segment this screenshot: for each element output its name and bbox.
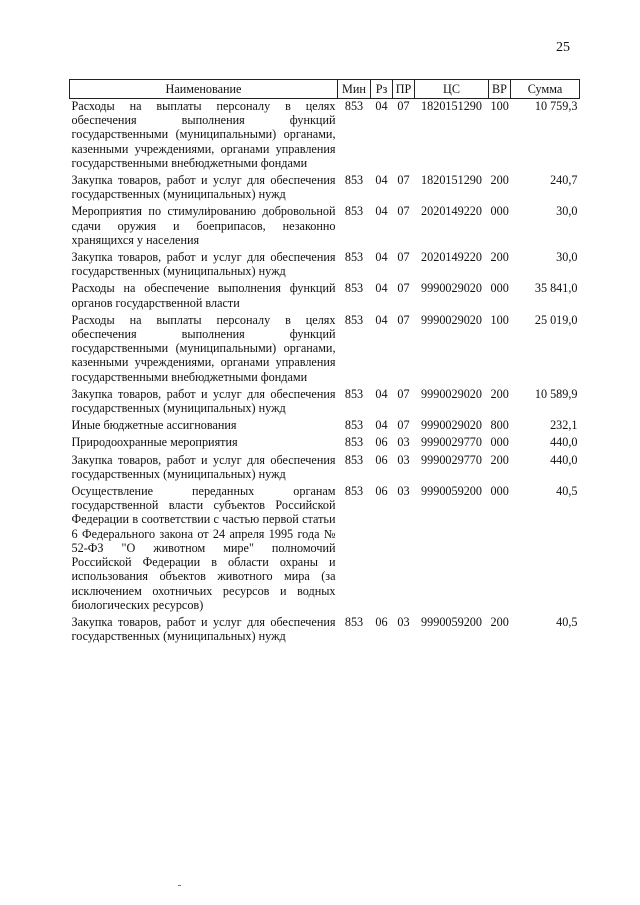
row-sum: 440,0 [550,435,578,450]
row-rz: 04 [375,204,388,219]
row-vr: 000 [490,484,509,499]
row-rz: 04 [375,281,388,296]
row-name: Мероприятия по стимулированию добровольной сдачи оружия и боеприпасов, незаконно хранящихся у населения [71,204,336,247]
header-vr: ВР [489,80,511,99]
row-min: 853 [344,250,364,265]
row-vr: 100 [490,99,509,113]
row-pr: 07 [397,250,410,265]
row-sum: 10 589,9 [534,386,578,401]
row-rz: 06 [375,435,388,450]
row-vr: 100 [490,312,509,327]
row-pr: 07 [397,204,410,219]
row-vr: 200 [490,614,509,629]
table-body [70,99,580,647]
row-pr: 03 [397,614,410,629]
header-name: Наименование [70,80,338,99]
row-name: Расходы на обеспечение выполнения функций органов государственной власти [71,281,336,310]
row-pr: 07 [397,418,410,433]
row-min: 853 [344,614,364,629]
header-rz: Рз [371,80,393,99]
row-rz: 06 [375,452,388,467]
row-min: 853 [344,452,364,467]
row-sum: 440,0 [550,452,578,467]
row-min: 853 [344,484,364,499]
row-name: Осуществление переданных органам государственной власти субъектов Российской Федерации в соответствии с частью первой статьи 6 Федерального закона от 24 апреля 1995 года № 52-ФЗ "О животном мире" полномочий Российской Федерации в области охраны и использования объектов животного мира (за исключением охотничьих ресурсов и водных биологических ресурсов) [71,484,336,612]
table-row [70,435,580,452]
table-row [70,204,580,250]
row-min: 853 [344,204,364,219]
row-min: 853 [344,99,364,113]
row-pr: 07 [397,386,410,401]
row-min: 853 [344,312,364,327]
row-sum: 40,5 [556,614,578,629]
row-rz: 06 [375,484,388,499]
row-sum: 232,1 [550,418,578,433]
row-cs: 2020149220 [421,250,482,265]
row-min: 853 [344,281,364,296]
scan-mark [178,885,181,886]
row-rz: 06 [375,614,388,629]
row-min: 853 [344,386,364,401]
row-sum: 240,7 [550,173,578,188]
row-min: 853 [344,173,364,188]
row-vr: 000 [490,435,509,450]
row-vr: 000 [490,281,509,296]
row-cs: 9990029020 [421,281,482,296]
header-min: Мин [338,80,371,99]
row-sum: 30,0 [556,204,578,219]
row-pr: 03 [397,435,410,450]
row-vr: 200 [490,250,509,265]
row-pr: 03 [397,484,410,499]
header-pr: ПР [393,80,415,99]
row-name: Иные бюджетные ассигнования [71,418,237,433]
header-sum: Сумма [511,80,580,99]
table-header-row [70,80,580,99]
row-rz: 04 [375,250,388,265]
row-name: Расходы на выплаты персоналу в целях обеспечения выполнения функций государственными (муниципальными) органами, казенными учреждениями, органами управления государственными внебюджетными фондами [71,312,336,384]
row-vr: 200 [490,452,509,467]
row-vr: 200 [490,386,509,401]
row-rz: 04 [375,418,388,433]
row-pr: 03 [397,452,410,467]
row-rz: 04 [375,312,388,327]
page-number: 25 [556,40,570,55]
table-row [70,484,580,615]
row-name: Закупка товаров, работ и услуг для обеспечения государственных (муниципальных) нужд [71,452,336,481]
table-row [70,615,580,646]
table-row [70,453,580,484]
row-sum: 10 759,3 [534,99,578,113]
row-min: 853 [344,418,364,433]
table-row [70,313,580,387]
row-name: Закупка товаров, работ и услуг для обеспечения государственных (муниципальных) нужд [71,386,336,416]
table-row [70,387,580,418]
row-cs: 9990029020 [421,312,482,327]
row-cs: 9990029020 [421,386,482,401]
row-rz: 04 [375,173,388,188]
row-cs: 9990029770 [421,435,482,450]
row-sum: 30,0 [556,250,578,265]
row-name: Закупка товаров, работ и услуг для обеспечения государственных (муниципальных) нужд [71,250,336,279]
row-cs: 9990059200 [421,484,482,499]
row-cs: 9990029770 [421,452,482,467]
table-row [70,250,580,281]
row-rz: 04 [375,386,388,401]
row-vr: 800 [490,418,509,433]
row-sum: 35 841,0 [534,281,578,296]
row-cs: 9990059200 [421,614,482,629]
row-sum: 25 019,0 [534,312,578,327]
row-name: Расходы на выплаты персоналу в целях обеспечения выполнения функций государственными (муниципальными) органами, казенными учреждениями, органами управления государственными внебюджетными фондами [71,99,336,170]
row-cs: 9990029020 [421,418,482,433]
row-vr: 000 [490,204,509,219]
row-pr: 07 [397,281,410,296]
row-sum: 40,5 [556,484,578,499]
row-vr: 200 [490,173,509,188]
row-cs: 2020149220 [421,204,482,219]
row-cs: 1820151290 [421,173,482,188]
row-rz: 04 [375,99,388,113]
row-pr: 07 [397,99,410,113]
row-name: Природоохранные мероприятия [71,435,238,450]
row-cs: 1820151290 [421,99,482,113]
row-min: 853 [344,435,364,450]
table-row [70,173,580,204]
row-pr: 07 [397,312,410,327]
row-name: Закупка товаров, работ и услуг для обеспечения государственных (муниципальных) нужд [71,614,336,644]
budget-table [69,79,580,646]
row-name: Закупка товаров, работ и услуг для обеспечения государственных (муниципальных) нужд [71,173,336,202]
table-row [70,418,580,435]
header-cs: ЦС [415,80,489,99]
row-pr: 07 [397,173,410,188]
table-row [70,99,580,174]
table-row [70,281,580,312]
